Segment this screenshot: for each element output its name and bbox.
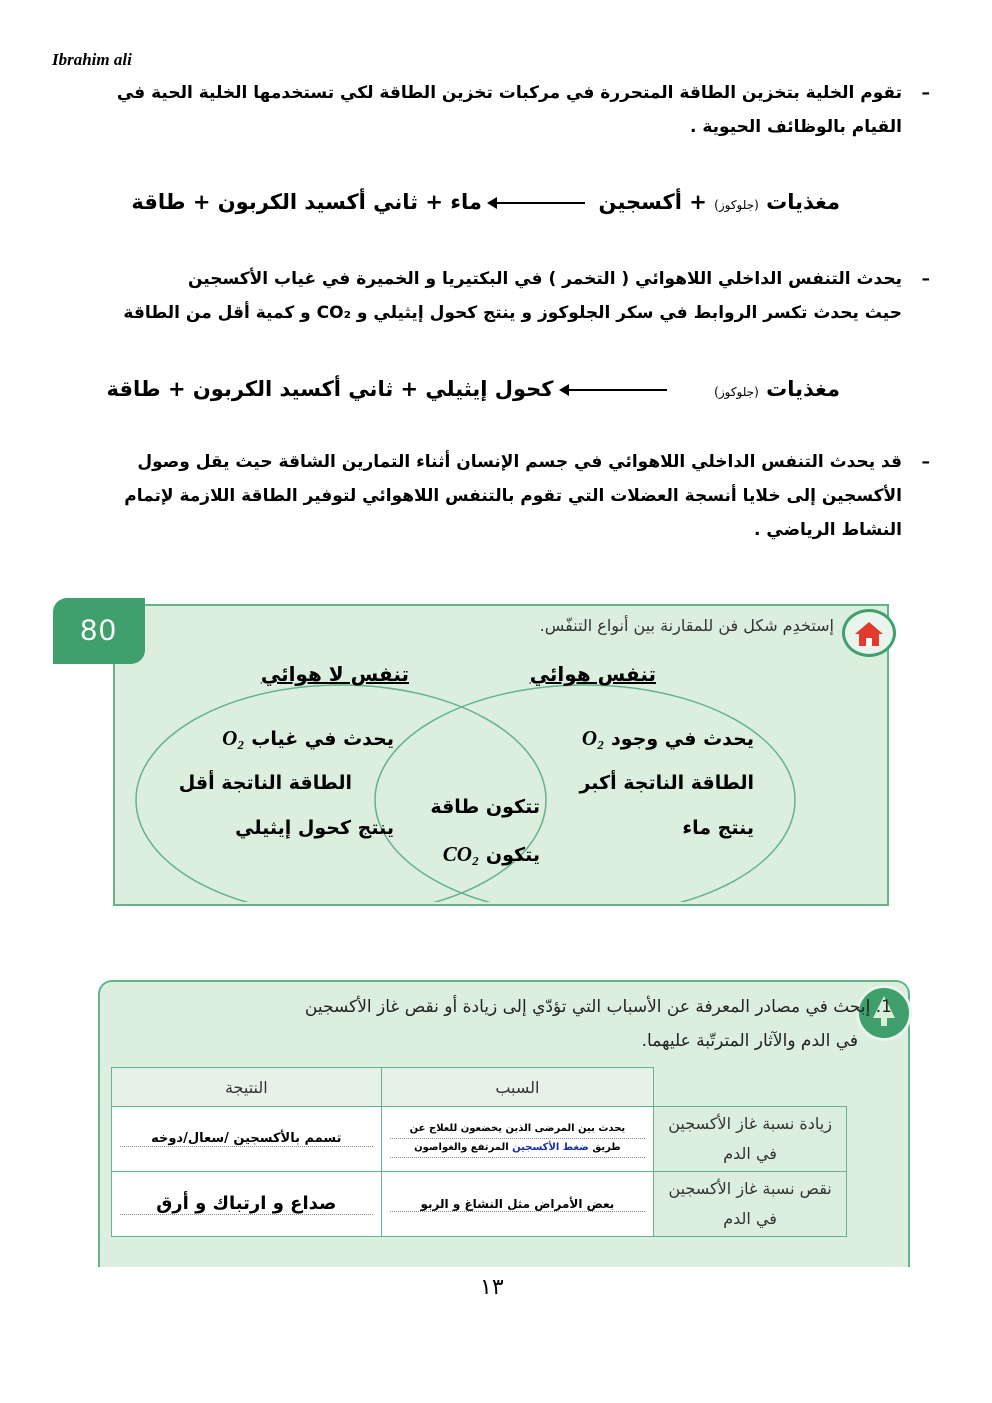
cause-text: المرتفع والغواصون bbox=[414, 1142, 509, 1153]
row-label-increase: زيادة نسبة غاز الأكسجين في الدم bbox=[654, 1107, 847, 1172]
common-text: يتكون bbox=[485, 844, 540, 866]
research-question-line: في الدم والآثار المترتّبة عليهما. bbox=[641, 1031, 858, 1051]
anaerobic-text: يحدث في غياب bbox=[251, 728, 394, 750]
paragraph-fermentation bbox=[62, 262, 930, 330]
eq2-left-small: (جلوكوز) bbox=[714, 385, 759, 399]
anaerobic-item-alcohol: ينتج كحول إيثيلي bbox=[235, 817, 394, 839]
o2-symbol: O₂ bbox=[222, 726, 245, 750]
equation-fermentation bbox=[107, 377, 841, 401]
result-cell bbox=[112, 1172, 382, 1237]
reaction-arrow bbox=[495, 202, 585, 204]
eq1-left-small: (جلوكوز) bbox=[714, 198, 759, 212]
paragraph-line: يحدث التنفس الداخلي اللاهوائي ( التخمر ) في البكتيريا و الخميرة في غياب الأكسجين bbox=[187, 269, 902, 289]
result-text: صداع و ارتباك و أرق bbox=[120, 1193, 373, 1215]
aerobic-title: تنفس هوائي bbox=[529, 662, 656, 686]
eq1-left-rest: + أكسجين bbox=[598, 190, 707, 214]
anaerobic-item-absence bbox=[222, 726, 394, 751]
author-name: Ibrahim ali bbox=[52, 50, 132, 69]
anaerobic-title: تنفس لا هوائي bbox=[260, 662, 409, 686]
research-question-line: 1. إبحث في مصادر المعرفة عن الأسباب التي تؤدّي إلى زيادة أو نقص غاز الأكسجين bbox=[304, 997, 892, 1017]
eq2-left: مغذيات bbox=[766, 377, 840, 401]
research-table bbox=[111, 1067, 847, 1237]
common-item-energy: تتكون طاقة bbox=[430, 796, 540, 818]
header-cause: السبب bbox=[381, 1068, 654, 1107]
eq1-left: مغذيات bbox=[766, 190, 840, 214]
bullet-dash: – bbox=[921, 83, 930, 103]
aerobic-text: يحدث في وجود bbox=[611, 728, 754, 750]
aerobic-item-presence bbox=[582, 726, 754, 751]
cause-text: بعض الأمراض مثل النشاغ و الربو bbox=[390, 1197, 646, 1212]
paragraph-energy-storage bbox=[102, 76, 930, 144]
aerobic-item-water: ينتج ماء bbox=[682, 817, 754, 839]
o2-symbol: O₂ bbox=[581, 726, 605, 750]
paragraph-text: تقوم الخلية بتخزين الطاقة المتحررة في مركبات تخزين الطاقة لكي تستخدمها الخلية الحية في القيام بالوظائف الحيوية . bbox=[116, 83, 902, 137]
paragraph-human-anaerobic bbox=[102, 445, 930, 547]
eq1-right: ماء + ثاني أكسيد الكربون + طاقة bbox=[131, 190, 482, 214]
header-result: النتيجة bbox=[112, 1068, 382, 1107]
equation-aerobic bbox=[131, 190, 840, 214]
cause-text-line2 bbox=[390, 1139, 646, 1158]
page-badge: 80 bbox=[53, 598, 145, 664]
cause-highlight: ضغط الأكسجين bbox=[512, 1142, 589, 1153]
anaerobic-item-energy: الطاقة الناتجة أقل bbox=[178, 772, 352, 794]
eq2-right: كحول إيثيلي + ثاني أكسيد الكربون + طاقة bbox=[106, 377, 554, 401]
cause-cell bbox=[381, 1172, 654, 1237]
bullet-dash: – bbox=[921, 452, 930, 472]
research-question bbox=[102, 990, 892, 1058]
aerobic-item-energy: الطاقة الناتجة أكبر bbox=[579, 772, 754, 794]
result-text: تسمم بالأكسجين /سعال/دوخه bbox=[120, 1131, 373, 1147]
header-empty bbox=[654, 1068, 847, 1107]
row-label-decrease: نقص نسبة غاز الأكسجين في الدم bbox=[654, 1172, 847, 1237]
cause-text: طريق bbox=[592, 1142, 621, 1153]
paragraph-text: قد يحدث التنفس الداخلي اللاهوائي في جسم الإنسان أثناء التمارين الشاقة حيث يقل وصول الأكسجين إلى خلايا أنسجة العضلات التي تقوم بالتنفس اللاهوائي لتوفير الطاقة اللازمة لإتمام النشاط الرياضي . bbox=[124, 452, 902, 540]
page-number: ١٣ bbox=[480, 1275, 504, 1300]
venn-instruction: إستخدِم شكل فن للمقارنة بين أنواع التنفّس. bbox=[539, 616, 834, 635]
common-item-co2 bbox=[443, 842, 540, 867]
cause-text: يحدث بين المرضى الذين يخضعون للعلاج عن bbox=[390, 1120, 646, 1139]
result-cell bbox=[112, 1107, 382, 1172]
co2-symbol: CO₂ bbox=[442, 842, 480, 866]
reaction-arrow bbox=[567, 389, 667, 391]
paragraph-line: حيث يحدث تكسر الروابط في سكر الجلوكوز و ينتج كحول إيثيلي و CO₂ و كمية أقل من الطاقة bbox=[123, 303, 902, 323]
bullet-dash: – bbox=[921, 269, 930, 289]
cause-cell bbox=[381, 1107, 654, 1172]
